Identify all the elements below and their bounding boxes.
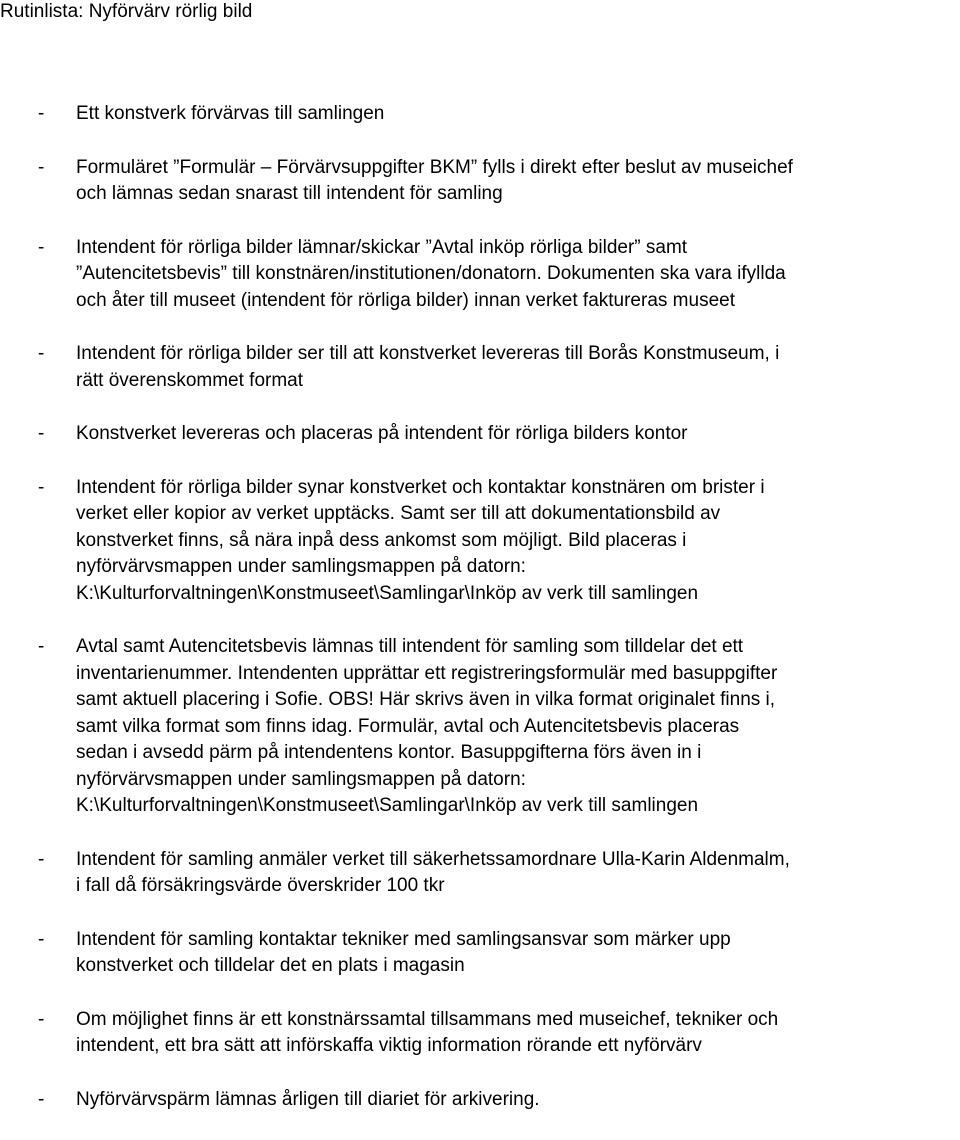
step-text-line: och lämnas sedan snarast till intendent för samling <box>76 183 503 204</box>
step-text-line: Om möjlighet finns är ett konstnärssamtal tillsammans med museichef, tekniker och <box>76 1008 779 1030</box>
routine-step <box>0 927 960 980</box>
step-text-line: K:\Kulturforvaltningen\Konstmuseet\Samlingar\Inköp av verk till samlingen <box>76 795 699 816</box>
bullet-dash: - <box>38 423 45 444</box>
routine-step <box>0 341 960 394</box>
bullet-dash: - <box>38 636 45 657</box>
routine-step <box>0 634 960 820</box>
step-text-line: konstverket och tilldelar det en plats i magasin <box>76 955 465 976</box>
bullet-dash: - <box>38 236 45 258</box>
step-text-line: Intendent för samling anmäler verket till säkerhetssamordnare Ulla-Karin Aldenmalm, <box>76 848 790 870</box>
bullet-dash: - <box>38 343 45 364</box>
step-text-line: Intendent för rörliga bilder synar konstverket och kontaktar konstnären om brister i <box>76 476 765 498</box>
step-text-line: ”Autencitetsbevis” till konstnären/institutionen/donatorn. Dokumenten ska vara ifyllda <box>76 263 786 284</box>
bullet-dash: - <box>38 156 45 178</box>
step-text-line: Konstverket levereras och placeras på intendent för rörliga bilders kontor <box>76 423 688 444</box>
routine-step <box>0 1007 960 1060</box>
bullet-dash: - <box>38 928 45 950</box>
routine-step-list <box>0 101 960 1140</box>
bullet-dash: - <box>38 476 45 498</box>
bullet-dash: - <box>38 1008 45 1030</box>
routine-step <box>0 101 960 128</box>
step-text-line: samt aktuell placering i Sofie. OBS! Här skrivs även in vilka format originalet finns i, <box>76 689 776 710</box>
step-text-line: nyförvärvsmappen under samlingsmappen på datorn: <box>76 556 526 577</box>
step-text-line: Intendent för rörliga bilder lämnar/skickar ”Avtal inköp rörliga bilder” samt <box>76 236 688 258</box>
step-text-line: inventarienummer. Intendenten upprättar ett registreringsformulär med basuppgifter <box>76 662 778 684</box>
routine-step <box>0 1087 960 1114</box>
step-text-line: K:\Kulturforvaltningen\Konstmuseet\Samlingar\Inköp av verk till samlingen <box>76 582 699 604</box>
step-text-line: Intendent för samling kontaktar tekniker med samlingsansvar som märker upp <box>76 928 731 950</box>
step-text-line: nyförvärvsmappen under samlingsmappen på datorn: <box>76 768 526 790</box>
step-text-line: i fall då försäkringsvärde överskrider 100 tkr <box>76 875 445 896</box>
step-text-line: Ett konstverk förvärvas till samlingen <box>76 103 385 124</box>
bullet-dash: - <box>38 1088 45 1110</box>
step-text-line: sedan i avsedd pärm på intendentens kontor. Basuppgifterna förs även in i <box>76 742 702 763</box>
bullet-dash: - <box>38 103 45 124</box>
routine-step <box>0 155 960 208</box>
routine-step <box>0 421 960 448</box>
step-text-line: intendent, ett bra sätt att införskaffa viktig information rörande ett nyförvärv <box>76 1035 702 1056</box>
step-text-line: Avtal samt Autencitetsbevis lämnas till intendent för samling som tilldelar det ett <box>76 636 744 657</box>
routine-step <box>0 235 960 315</box>
routine-step <box>0 847 960 900</box>
step-text-line: Formuläret ”Formulär – Förvärvsuppgifter BKM” fylls i direkt efter beslut av museichef <box>76 156 793 178</box>
bullet-dash: - <box>38 848 45 870</box>
step-text-line: konstverket finns, så nära inpå dess ankomst som möjligt. Bild placeras i <box>76 529 687 551</box>
routine-step <box>0 475 960 608</box>
step-text-line: verket eller kopior av verket upptäcks. Samt ser till att dokumentationsbild av <box>76 503 721 524</box>
step-text-line: Nyförvärvspärm lämnas årligen till diariet för arkivering. <box>76 1088 540 1110</box>
step-text-line: Intendent för rörliga bilder ser till att konstverket levereras till Borås Konstmuseum, i <box>76 343 780 364</box>
step-text-line: samt vilka format som finns idag. Formulär, avtal och Autencitetsbevis placeras <box>76 715 740 737</box>
step-text-line: och åter till museet (intendent för rörliga bilder) innan verket faktureras museet <box>76 289 735 311</box>
document-title: Rutinlista: Nyförvärv rörlig bild <box>0 1 253 22</box>
step-text-line: rätt överenskommet format <box>76 369 304 391</box>
